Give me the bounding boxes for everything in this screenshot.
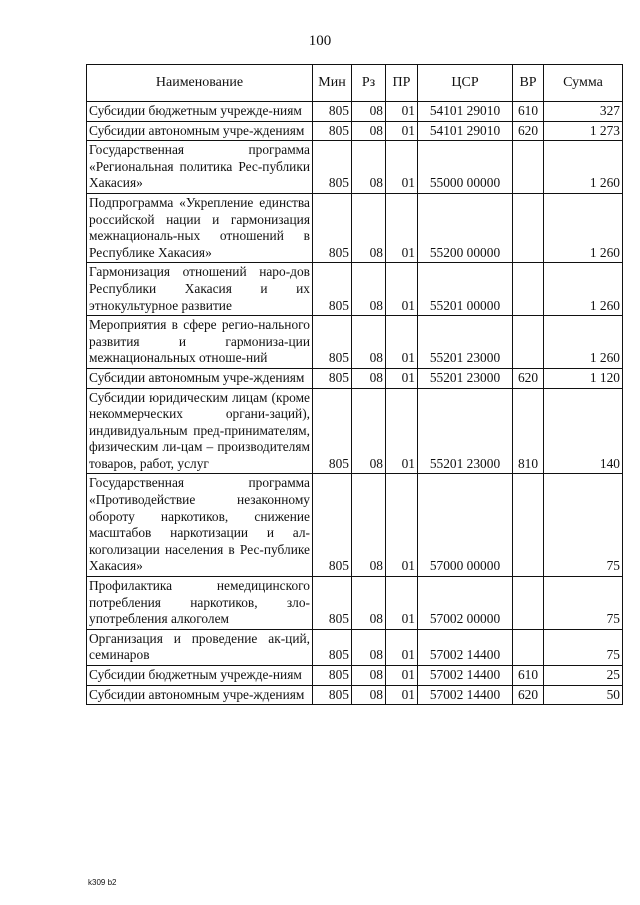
table-row	[87, 474, 623, 577]
table-header-row	[87, 65, 623, 102]
cell-rz: 08	[352, 316, 386, 369]
cell-pr: 01	[386, 629, 418, 665]
cell-pr: 01	[386, 577, 418, 630]
cell-rz: 08	[352, 121, 386, 141]
cell-sum: 75	[544, 577, 623, 630]
header-rz: Рз	[352, 65, 386, 102]
cell-name: Профилактика немедицинского потребления наркотиков, зло-употребления алкоголем	[87, 577, 313, 630]
cell-name: Субсидии бюджетным учрежде-ниям	[87, 102, 313, 122]
cell-name: Субсидии автономным учре-ждениям	[87, 368, 313, 388]
cell-min: 805	[313, 666, 352, 686]
table-row	[87, 388, 623, 474]
cell-min: 805	[313, 577, 352, 630]
cell-pr: 01	[386, 316, 418, 369]
cell-min: 805	[313, 474, 352, 577]
cell-min: 805	[313, 368, 352, 388]
cell-vr	[513, 629, 544, 665]
cell-sum: 327	[544, 102, 623, 122]
cell-vr: 610	[513, 102, 544, 122]
table-row	[87, 102, 623, 122]
cell-name: Государственная программа «Региональная политика Рес-публики Хакасия»	[87, 141, 313, 194]
cell-sum: 140	[544, 388, 623, 474]
cell-pr: 01	[386, 388, 418, 474]
cell-name: Гармонизация отношений наро-дов Республики Хакасия и их этнокультурное развитие	[87, 263, 313, 316]
cell-min: 805	[313, 193, 352, 262]
cell-rz: 08	[352, 388, 386, 474]
table-row	[87, 263, 623, 316]
cell-min: 805	[313, 102, 352, 122]
cell-min: 805	[313, 685, 352, 705]
cell-pr: 01	[386, 193, 418, 262]
cell-rz: 08	[352, 368, 386, 388]
cell-pr: 01	[386, 685, 418, 705]
document-code: k309 b2	[88, 878, 117, 887]
cell-pr: 01	[386, 368, 418, 388]
cell-csr: 57002 00000	[418, 577, 513, 630]
header-csr: ЦСР	[418, 65, 513, 102]
cell-rz: 08	[352, 577, 386, 630]
cell-min: 805	[313, 316, 352, 369]
cell-csr: 57002 14400	[418, 629, 513, 665]
cell-sum: 50	[544, 685, 623, 705]
cell-csr: 57002 14400	[418, 685, 513, 705]
table-row	[87, 141, 623, 194]
cell-pr: 01	[386, 102, 418, 122]
cell-csr: 55201 00000	[418, 263, 513, 316]
cell-vr	[513, 577, 544, 630]
cell-name: Субсидии автономным учре-ждениям	[87, 121, 313, 141]
header-vr: ВР	[513, 65, 544, 102]
cell-pr: 01	[386, 141, 418, 194]
cell-rz: 08	[352, 666, 386, 686]
cell-csr: 57002 14400	[418, 666, 513, 686]
table-row	[87, 629, 623, 665]
header-sum: Сумма	[544, 65, 623, 102]
table-row	[87, 685, 623, 705]
cell-name: Мероприятия в сфере регио-нального развития и гармониза-ции межнациональных отноше-ний	[87, 316, 313, 369]
cell-min: 805	[313, 121, 352, 141]
cell-vr	[513, 141, 544, 194]
header-min: Мин	[313, 65, 352, 102]
cell-pr: 01	[386, 666, 418, 686]
cell-sum: 75	[544, 629, 623, 665]
cell-vr	[513, 193, 544, 262]
cell-rz: 08	[352, 193, 386, 262]
cell-rz: 08	[352, 629, 386, 665]
table-row	[87, 666, 623, 686]
cell-csr: 55000 00000	[418, 141, 513, 194]
table-row	[87, 316, 623, 369]
cell-min: 805	[313, 388, 352, 474]
table-row	[87, 121, 623, 141]
cell-sum: 1 260	[544, 193, 623, 262]
cell-rz: 08	[352, 102, 386, 122]
cell-sum: 25	[544, 666, 623, 686]
header-pr: ПР	[386, 65, 418, 102]
cell-name: Субсидии бюджетным учрежде-ниям	[87, 666, 313, 686]
cell-csr: 54101 29010	[418, 121, 513, 141]
cell-csr: 55201 23000	[418, 316, 513, 369]
cell-pr: 01	[386, 474, 418, 577]
cell-sum: 1 120	[544, 368, 623, 388]
header-name: Наименование	[87, 65, 313, 102]
cell-rz: 08	[352, 263, 386, 316]
cell-sum: 1 260	[544, 263, 623, 316]
cell-rz: 08	[352, 685, 386, 705]
cell-csr: 55200 00000	[418, 193, 513, 262]
table-row	[87, 368, 623, 388]
table-body	[87, 102, 623, 705]
cell-vr: 610	[513, 666, 544, 686]
cell-name: Субсидии юридическим лицам (кроме некоммерческих органи-заций), индивидуальным пред-принимателям, физическим ли-цам – производителям товаров, работ, услуг	[87, 388, 313, 474]
cell-vr: 620	[513, 121, 544, 141]
cell-csr: 57000 00000	[418, 474, 513, 577]
cell-pr: 01	[386, 263, 418, 316]
cell-vr	[513, 263, 544, 316]
page-number: 100	[308, 33, 332, 49]
cell-vr	[513, 316, 544, 369]
cell-name: Организация и проведение ак-ций, семинаров	[87, 629, 313, 665]
cell-vr: 620	[513, 368, 544, 388]
cell-vr: 620	[513, 685, 544, 705]
cell-min: 805	[313, 141, 352, 194]
cell-rz: 08	[352, 474, 386, 577]
cell-csr: 55201 23000	[418, 368, 513, 388]
table-row	[87, 193, 623, 262]
cell-vr: 810	[513, 388, 544, 474]
cell-sum: 1 260	[544, 316, 623, 369]
cell-min: 805	[313, 629, 352, 665]
cell-name: Субсидии автономным учре-ждениям	[87, 685, 313, 705]
cell-rz: 08	[352, 141, 386, 194]
cell-sum: 1 273	[544, 121, 623, 141]
cell-name: Подпрограмма «Укрепление единства российской нации и гармонизация межнациональ-ных отношений в Республике Хакасия»	[87, 193, 313, 262]
cell-min: 805	[313, 263, 352, 316]
cell-csr: 55201 23000	[418, 388, 513, 474]
budget-table	[86, 64, 623, 705]
cell-name: Государственная программа «Противодействие незаконному обороту наркотиков, снижение масштабов наркотизации и ал-коголизации населения в Рес-публике Хакасия»	[87, 474, 313, 577]
table-row	[87, 577, 623, 630]
cell-sum: 75	[544, 474, 623, 577]
cell-sum: 1 260	[544, 141, 623, 194]
cell-vr	[513, 474, 544, 577]
cell-csr: 54101 29010	[418, 102, 513, 122]
cell-pr: 01	[386, 121, 418, 141]
